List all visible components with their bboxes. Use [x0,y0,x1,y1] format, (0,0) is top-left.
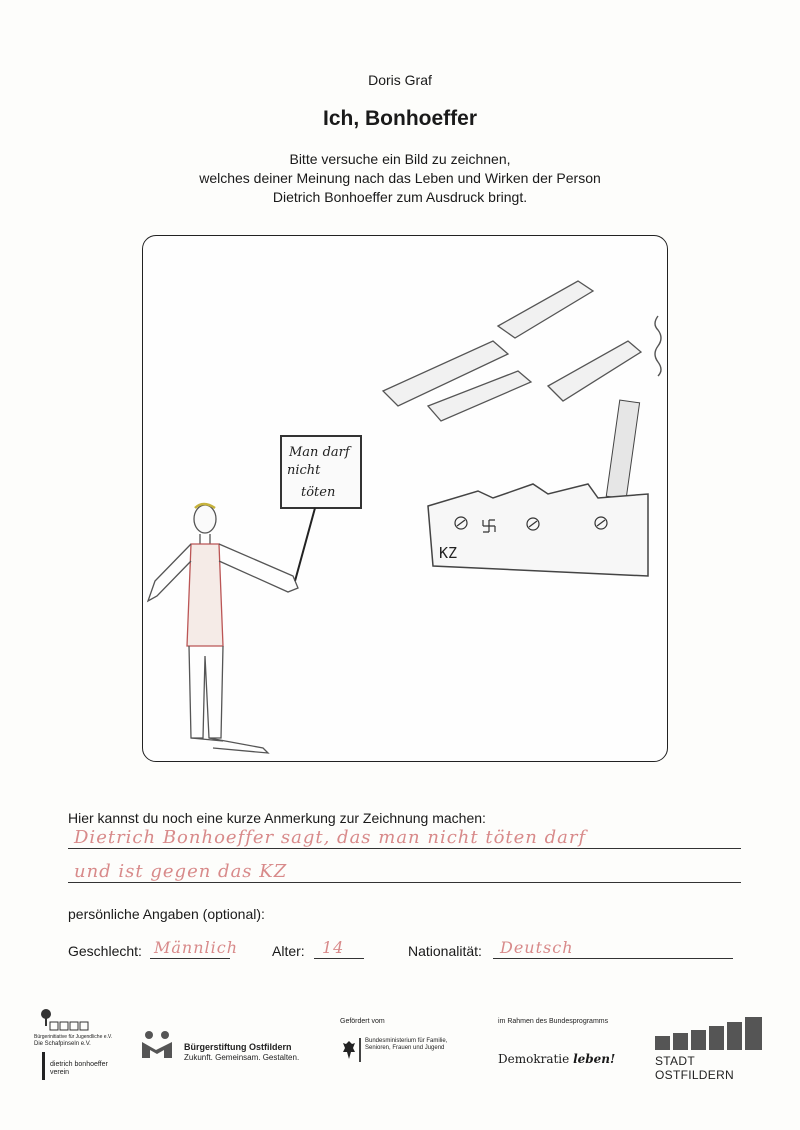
buergerstiftung-slogan: Zukunft. Gemeinsam. Gestalten. [184,1053,300,1062]
sign-line-1: Man darf [289,445,350,460]
author-name: Doris Graf [368,72,432,88]
remark-line-2 [68,882,741,883]
sign-line-2: nicht [287,463,321,478]
buergerstiftung-logo [140,1028,320,1068]
schafpinseln-logo [34,1008,114,1088]
remark-label: Hier kannst du noch eine kurze Anmerkung zur Zeichnung machen: [68,810,486,826]
nationality-label: Nationalität: [408,943,482,959]
smoke-illustration [655,316,661,376]
gender-value: Männlich [154,938,239,957]
ministry-logo [340,1018,470,1078]
dbv-name: dietrich bonhoeffer verein [50,1061,108,1076]
age-line [314,958,364,959]
demokratie-leben-logo [498,1018,638,1068]
remark-line-1 [68,848,741,849]
page-title: Ich, Bonhoeffer [322,107,477,130]
gender-line [150,958,230,959]
demokratie-text: Demokratie [498,1052,570,1066]
programm-label: im Rahmen des Bundesprogramms [498,1018,609,1025]
sign-pole [295,508,315,581]
instruction-line-3: Dietrich Bonhoeffer zum Ausdruck bringt. [272,189,528,205]
instruction-line-2: welches deiner Meinung nach das Leben und Wirken der Person [199,170,601,186]
gefoerdert-label: Gefördert vom [340,1018,385,1025]
leben-text: leben! [573,1052,616,1066]
buergerstiftung-name: Bürgerstiftung Ostfildern [184,1042,292,1052]
sign-line-3: töten [301,485,336,500]
nationality-line [493,958,733,959]
eagle-icon [342,1040,356,1060]
age-label: Alter: [272,943,305,959]
remark-text-1: Dietrich Bonhoeffer sagt, das man nicht töten darf [74,827,587,848]
age-value: 14 [322,938,345,957]
personal-heading: persönliche Angaben (optional): [68,906,265,922]
ministry-name: Bundesministerium für Familie, Senioren, Frauen und Jugend [365,1038,448,1051]
person-illustration [148,504,298,753]
gender-label: Geschlecht: [68,943,142,959]
stadt-name: STADT OSTFILDERN [655,1054,735,1082]
people-icon [140,1028,174,1062]
kz-label: KZ [439,544,458,562]
verein-tagline: Bürgerinitiative für Jugendliche e.V. [34,1034,113,1040]
pencil-drawing [143,236,667,761]
instruction-line-1: Bitte versuche ein Bild zu zeichnen, [289,151,511,167]
factory-illustration [428,484,648,576]
remark-text-2: und ist gegen das KZ [74,861,288,882]
nationality-value: Deutsch [500,938,574,957]
chimney-illustration [606,400,639,499]
drawing-area [142,235,668,762]
stadt-ostfildern-logo [655,1014,775,1082]
bombs-illustration [383,281,641,421]
verein-name: Die Schafpinseln e.V. [34,1041,91,1047]
